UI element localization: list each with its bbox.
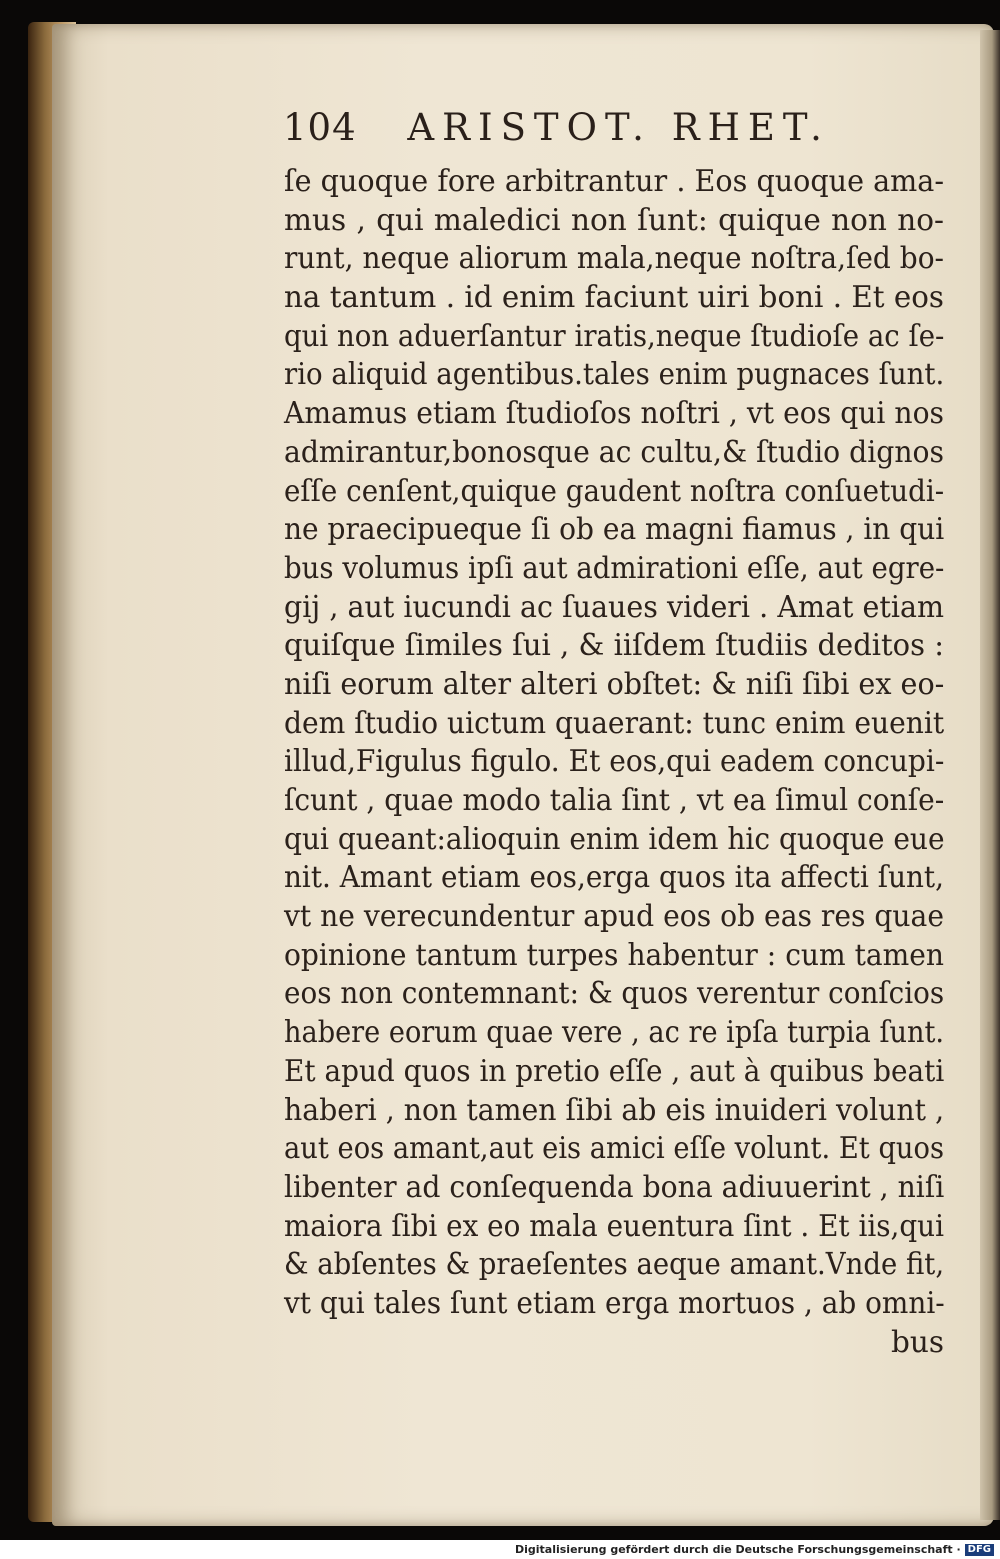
body-text [284, 162, 944, 1361]
page-right-edge [980, 30, 1000, 1520]
text-line: qui non aduerſantur iratis,neque ſtudioſe ac ſe- [284, 318, 945, 353]
text-line: niſi eorum alter alteri obſtet: & niſi ſibi ex eo- [284, 666, 945, 701]
page-header [283, 106, 883, 152]
page-number: 104 [283, 106, 357, 149]
text-line: qui queant:alioquin enim idem hic quoque eue [284, 821, 945, 856]
text-line: rio aliquid agentibus.tales enim pugnaces ſunt. [284, 357, 945, 392]
text-line: ſe quoque fore arbitrantur . Eos quoque ama- [284, 164, 944, 198]
text-line: Et apud quos in pretio eſſe , aut à quibus beati [284, 1053, 945, 1088]
running-title: ARISTOT. RHET. [407, 106, 830, 149]
text-line: nit. Amant etiam eos,erga quos ita affecti ſunt, [284, 860, 944, 895]
text-line: illud,Figulus figulo. Et eos,qui eadem concupi- [284, 744, 945, 779]
text-line: aut eos amant,aut eis amici eſſe volunt. Et quos [284, 1131, 944, 1166]
catchword: bus [890, 1324, 944, 1359]
text-line: haberi , non tamen ſibi ab eis inuideri volunt , [284, 1092, 945, 1127]
text-line: runt, neque aliorum mala,neque noſtra,ſed bo- [284, 241, 944, 276]
text-line: eos non contemnant: & quos verentur conſcios [284, 976, 945, 1011]
text-line: vt ne verecundentur apud eos ob eas res quae [284, 899, 944, 934]
text-line: vt qui tales ſunt etiam erga mortuos , ab omni- [284, 1285, 945, 1320]
text-line: & abſentes & praeſentes aeque amant.Vnde fit, [284, 1247, 945, 1282]
dfg-logo[interactable]: DFG [965, 1544, 994, 1556]
text-line: dem ſtudio uictum quaerant: tunc enim euenit [284, 705, 945, 740]
text-line: gij , aut iucundi ac ſuaues videri . Amat etiam [284, 589, 944, 624]
text-line: bus volumus ipſi aut admirationi eſſe, aut egre- [284, 550, 945, 585]
text-line: ſcunt , quae modo talia ſint , vt ea ſimul conſe- [284, 783, 945, 817]
digitization-footer [0, 1540, 1000, 1559]
text-line: maiora ſibi ex eo mala euentura ſint . Et iis,qui [284, 1208, 944, 1243]
text-line: mus , qui maledici non ſunt: quique non no- [284, 202, 944, 237]
text-line: habere eorum quae vere , ac re ipſa turpia ſunt. [284, 1015, 945, 1050]
text-line: libenter ad conſequenda bona adiuuerint , niſi [284, 1169, 945, 1204]
text-line: na tantum . id enim faciunt uiri boni . Et eos [284, 280, 944, 315]
footer-credit: Digitalisierung gefördert durch die Deutsche Forschungsgemeinschaft · [514, 1543, 961, 1556]
text-line: Amamus etiam ſtudioſos noſtri , vt eos qui nos [284, 396, 944, 431]
text-line: admirantur,bonosque ac cultu,& ſtudio dignos [284, 434, 944, 469]
text-line: opinione tantum turpes habentur : cum tamen [284, 937, 944, 972]
text-line: ne praecipueque ſi ob ea magni fiamus , in qui [284, 512, 945, 547]
text-line: quiſque ſimiles ſui , & iiſdem ſtudiis deditos : [284, 628, 944, 663]
text-line: eſſe cenſent,quique gaudent noſtra conſuetudi- [284, 473, 945, 508]
